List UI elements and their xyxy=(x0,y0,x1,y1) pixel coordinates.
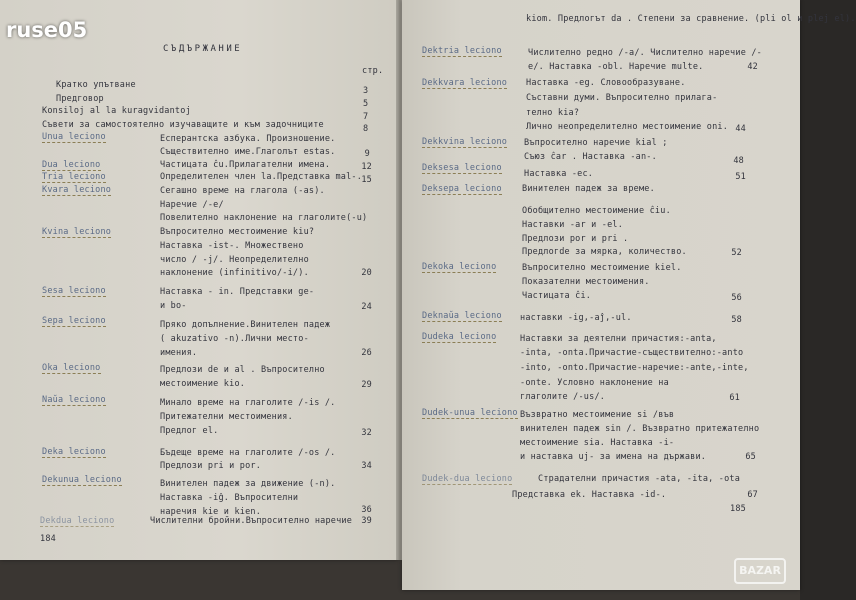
lesson-page-number: 52 xyxy=(731,248,742,258)
lesson-topic: Наставка -ist-. Множествено xyxy=(160,241,304,251)
folio-left: 184 xyxy=(40,534,56,544)
lesson-page-number: 65 xyxy=(745,452,756,462)
lesson-page-number: 32 xyxy=(361,428,372,438)
lesson-page-number: 34 xyxy=(361,461,372,471)
lesson-topic: ( akuzativo -n).Лични место- xyxy=(160,334,309,344)
lesson-page-number: 44 xyxy=(735,124,746,134)
lesson-topic: Представка ek. Наставка -id-. xyxy=(512,490,667,500)
lesson-topic: Възвратно местоимение si /във xyxy=(520,410,675,420)
lesson-page-number: 42 xyxy=(747,62,758,72)
lesson-topic: Страдателни причастия -ata, -ita, -ota xyxy=(538,474,741,484)
lesson-topic: Съществително име.Глаголът estas. xyxy=(160,147,336,157)
lesson-topic: -into, -onto.Причастие-наречие:-ante,-inte, xyxy=(520,363,749,373)
lesson-page-number: 56 xyxy=(731,293,742,303)
lesson-name: Dekkvina leciono xyxy=(422,137,508,147)
bazar-logo: BAZAR xyxy=(734,558,786,584)
lesson-page-number: 48 xyxy=(733,156,744,166)
lesson-topic: -onte. Условно наклонение на xyxy=(520,378,669,388)
lesson-topic: Наставка -ec. xyxy=(524,169,594,179)
lesson-name: Deksepa leciono xyxy=(422,184,502,194)
lesson-page-number: 26 xyxy=(361,348,372,358)
lesson-topic: местоимение sia. Наставка -i- xyxy=(520,438,675,448)
lesson-topic: Есперантска азбука. Произношение. xyxy=(160,134,336,144)
lesson-topic: Наставка -iĝ. Въпросителни xyxy=(160,493,299,503)
lesson-topic: Въпросително местоимение kiel. xyxy=(522,263,682,273)
lesson-name: Kvina leciono xyxy=(42,227,112,237)
right-page xyxy=(402,0,856,590)
intro-page-number: 3 xyxy=(363,86,369,96)
lesson-topic: наставки -ig,-aĵ,-ul. xyxy=(520,313,632,323)
lesson-topic: наклонение (infinitivo/-i/). xyxy=(160,268,309,278)
lesson-name: Dua leciono xyxy=(42,160,101,170)
lesson-page-number: 58 xyxy=(731,315,742,325)
lesson-name: Sepa leciono xyxy=(42,316,106,326)
lesson-page-number: 20 xyxy=(361,268,372,278)
lesson-topic: телно kia? xyxy=(526,108,580,118)
lesson-topic: Сегашно време на глагола (-as). xyxy=(160,186,325,196)
lesson-topic: Частицата ĉi. xyxy=(522,291,592,301)
left-page xyxy=(0,0,398,560)
lesson-topic: Наставки -ar и -el. xyxy=(522,220,624,230)
lesson-name: Kvara leciono xyxy=(42,185,112,195)
page-column-header: стр. xyxy=(362,66,384,76)
lesson-page-number: 67 xyxy=(747,490,758,500)
intro-item: Кратко упътване xyxy=(56,80,136,90)
lesson-topic: Повелително наклонение на глаголите(-u) xyxy=(160,213,368,223)
lesson-topic: Наставка - in. Представки ge- xyxy=(160,287,315,297)
lesson-topic: Лично неопределително местоимение oni. xyxy=(526,122,729,132)
lesson-name: Deka leciono xyxy=(42,447,106,457)
folio-right: 185 xyxy=(730,504,746,514)
lesson-name: Sesa leciono xyxy=(42,286,106,296)
lesson-topic: Числително редно /-a/. Числително наречие /-e/. Наставка -obl. Наречие multe. xyxy=(528,48,762,72)
lesson-page-number: 9 xyxy=(364,149,370,159)
lesson-page-number: 15 xyxy=(361,175,372,185)
lesson-topic: Бъдеще време на глаголите /-os /. xyxy=(160,448,336,458)
lesson-topic: Обобщително местоимение ĉiu. xyxy=(522,206,671,216)
lesson-name: Dudeka leciono xyxy=(422,332,497,342)
lesson-name: Deksesa leciono xyxy=(422,163,502,173)
lesson-topic: Частицата ĉu.Прилагателни имена. xyxy=(160,160,331,170)
lesson-page-number: 12 xyxy=(361,162,372,172)
lesson-topic: наречия kie и kien. xyxy=(160,507,262,517)
lesson-name: Dekdua leciono xyxy=(40,516,115,526)
intro-page-number: 5 xyxy=(363,99,369,109)
lesson-topic: Предлози pri и por. xyxy=(160,461,262,471)
watermark-text: ruse05 xyxy=(6,18,88,42)
lesson-name: Dudek-unua leciono xyxy=(422,408,518,418)
lesson-topic: Наставка -eg. Словообразуване. xyxy=(526,78,686,88)
lesson-topic: и bo- xyxy=(160,301,187,311)
lesson-topic: местоимение kio. xyxy=(160,379,246,389)
lesson-topic: Въпросително местоимение kiu? xyxy=(160,227,315,237)
lesson-name: Dudek-dua leciono xyxy=(422,474,513,484)
lesson-name: Dekunua leciono xyxy=(42,475,122,485)
lesson-topic: Числителни бройни.Въпросително наречие xyxy=(150,516,353,526)
lesson-topic: Винителен падеж за време. xyxy=(522,184,655,194)
lesson-name: Unua leciono xyxy=(42,132,106,142)
lesson-topic: винителен падеж sin /. Възвратно притежателно xyxy=(520,424,760,434)
lesson-name: Tria leciono xyxy=(42,172,106,182)
lesson-topic: Пряко допълнение.Винителен падеж xyxy=(160,320,331,330)
lesson-topic: Винителен падеж за движение (-n). xyxy=(160,479,336,489)
lesson-page-number: 29 xyxy=(361,380,372,390)
intro-item: Konsiloj al la kuragvidantoj xyxy=(42,106,191,116)
lesson-topic: Съставни думи. Въпросително прилага- xyxy=(526,93,718,103)
lesson-name: Dekkvara leciono xyxy=(422,78,508,88)
lesson-topic: -inta, -onta.Причастие-съществително:-anto xyxy=(520,348,744,358)
lesson-topic: Съюз ĉar . Наставка -an-. xyxy=(524,152,657,162)
lesson-topic: Притежателни местоимения. xyxy=(160,412,293,422)
lesson-name: Dektria leciono xyxy=(422,46,502,56)
intro-item: Предговор xyxy=(56,94,104,104)
lesson-name: Deknaŭa leciono xyxy=(422,311,502,321)
lesson-topic: Въпросително наречие kial ; xyxy=(524,138,668,148)
lesson-topic: Наставки за деятелни причастия:-anta, xyxy=(520,334,717,344)
lesson-page-number: 36 xyxy=(361,505,372,515)
intro-page-number: 8 xyxy=(363,124,369,134)
continuation-line: kiom. Предлогът da . Степени за сравнение. (pli ol и plej el). xyxy=(526,14,856,24)
intro-item: Съвети за самостоятелно изучаващите и към задочниците xyxy=(42,120,324,130)
lesson-topic: Предлог el. xyxy=(160,426,219,436)
lesson-page-number: 24 xyxy=(361,302,372,312)
lesson-name: Dekoka leciono xyxy=(422,262,497,272)
lesson-page-number: 51 xyxy=(735,172,746,182)
lesson-page-number: 39 xyxy=(361,516,372,526)
lesson-topic: Показателни местоимения. xyxy=(522,277,650,287)
lesson-topic: Предлогde за мярка, количество. xyxy=(522,247,687,257)
lesson-topic: и наставка uj- за имена на държави. xyxy=(520,452,707,462)
lesson-topic: глаголите /-us/. xyxy=(520,392,606,402)
lesson-page-number: 61 xyxy=(729,393,740,403)
lesson-topic: Минало време на глаголите /-is /. xyxy=(160,398,336,408)
lesson-name: Naŭa leciono xyxy=(42,395,106,405)
lesson-topic: Наречие /-e/ xyxy=(160,200,224,210)
lesson-topic: имения. xyxy=(160,348,198,358)
lesson-name: Oka leciono xyxy=(42,363,101,373)
lesson-topic: Предлози de и al . Въпросително xyxy=(160,365,325,375)
lesson-topic: Определителен член la.Представка mal-. xyxy=(160,172,363,182)
lesson-topic: число / -j/. Неопределително xyxy=(160,255,309,265)
lesson-topic: Предлози por и pri . xyxy=(522,234,629,244)
intro-page-number: 7 xyxy=(363,112,369,122)
page-title: СЪДЪРЖАНИЕ xyxy=(163,44,243,54)
